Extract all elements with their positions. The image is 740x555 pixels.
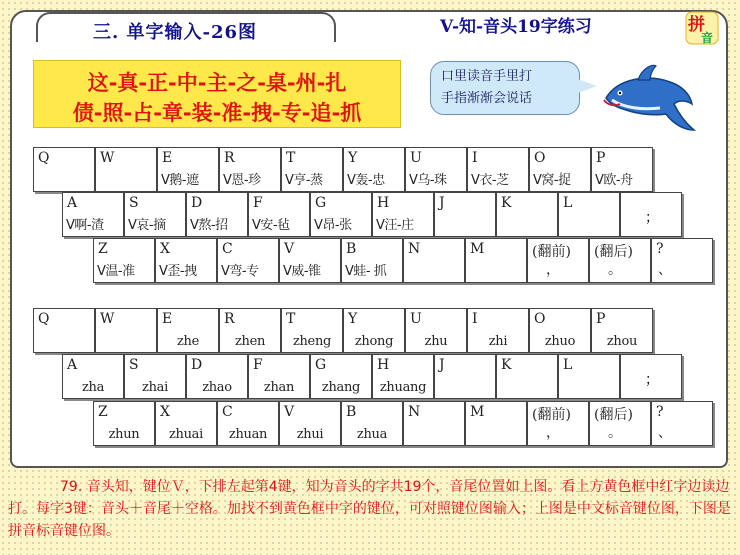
cn-key-y[interactable] [343, 147, 405, 192]
key-punctuation: 。 [608, 262, 622, 278]
svg-text:拼: 拼 [688, 15, 705, 35]
key-letter: G [315, 195, 327, 211]
key-letter: L [563, 357, 573, 373]
key-annotation: V窝-捉 [533, 173, 571, 188]
cn-key-k[interactable] [496, 192, 558, 237]
key-annotation: V威-锥 [283, 264, 321, 279]
py-key-page-prev[interactable] [527, 401, 589, 446]
key-annotation: V恩-珍 [223, 173, 261, 188]
key-letter: I [472, 311, 478, 327]
py-key-e[interactable] [157, 308, 219, 353]
page-subtitle: V-知-音头19字练习 [440, 17, 592, 37]
speech-bubble-tail [575, 78, 597, 94]
speech-bubble [430, 61, 580, 115]
key-letter: T [286, 150, 296, 166]
key-annotation: zhuan [228, 427, 268, 442]
key-annotation: zhai [142, 380, 168, 395]
key-punctuation: 。 [608, 425, 622, 441]
cn-key-u[interactable] [405, 147, 467, 192]
cn-key-page-next[interactable] [589, 238, 651, 283]
key-letter: Q [38, 311, 50, 327]
key-annotation: zhuai [168, 427, 203, 442]
py-key-n[interactable] [403, 401, 465, 446]
key-letter: U [410, 150, 422, 166]
svg-text:音: 音 [701, 31, 714, 45]
cn-key-n[interactable] [403, 238, 465, 283]
key-letter: (翻后) [594, 407, 633, 423]
cn-key-s[interactable] [124, 192, 186, 237]
key-letter: G [315, 357, 327, 373]
key-letter: Q [38, 150, 50, 166]
cn-key-z[interactable] [93, 238, 155, 283]
bubble-line-1: 口里读音手里打 [441, 69, 533, 84]
cn-key-e[interactable] [157, 147, 219, 192]
key-annotation: V安-毡 [252, 218, 290, 233]
key-letter: N [408, 404, 421, 420]
key-letter: Y [348, 311, 358, 327]
py-key-j[interactable] [434, 354, 496, 399]
key-letter: A [67, 357, 78, 373]
py-key-f[interactable] [248, 354, 310, 399]
key-letter: U [410, 311, 422, 327]
key-letter: C [222, 404, 233, 420]
key-annotation: zhui [296, 427, 324, 442]
key-annotation: zhe [176, 334, 199, 349]
key-annotation: V温-准 [97, 264, 135, 279]
key-punctuation: 、 [658, 425, 672, 441]
key-annotation: zha [81, 380, 105, 395]
cn-key-m[interactable] [465, 238, 527, 283]
key-annotation: zhu [424, 334, 448, 349]
key-annotation: V乌-珠 [409, 173, 447, 188]
cn-key-x[interactable] [155, 238, 217, 283]
cn-key-i[interactable] [467, 147, 529, 192]
key-letter: P [596, 150, 606, 166]
py-key-c[interactable] [217, 401, 279, 446]
py-key-r[interactable] [219, 308, 281, 353]
key-annotation: zhua [356, 427, 388, 442]
cn-key-p[interactable] [591, 147, 653, 192]
key-letter: L [563, 195, 573, 211]
key-annotation: V昂-张 [314, 218, 352, 233]
key-letter: O [534, 150, 546, 166]
pinyin-logo-icon[interactable] [684, 10, 720, 46]
key-annotation: V啊-渣 [66, 218, 104, 233]
key-letter: F [253, 357, 263, 373]
key-annotation: zhou [606, 334, 638, 349]
cn-key-r[interactable] [219, 147, 281, 192]
key-letter: Z [98, 241, 108, 257]
cn-key-c[interactable] [217, 238, 279, 283]
key-letter: S [129, 357, 139, 373]
cn-key-f[interactable] [248, 192, 310, 237]
key-letter: Y [348, 150, 358, 166]
instructions-text: 79. 音头知，键位Ｖ，下排左起第4键，知为音头的字共19个，音尾位置如上图。看上方黄色框中红字边读边打。每字3键：音头＋音尾＋空格。加找不到黄色框中字的键位，可对照键位图输入；上图是中文标音键位图，下图是拼音标音键位图。 [8, 479, 731, 539]
cn-key-v[interactable] [279, 238, 341, 283]
key-letter: B [346, 404, 357, 420]
py-key-o[interactable] [529, 308, 591, 353]
key-letter: X [160, 404, 170, 420]
py-key-semicolon[interactable] [620, 354, 682, 399]
key-annotation: V歪-拽 [159, 264, 197, 279]
py-key-y[interactable] [343, 308, 405, 353]
py-key-s[interactable] [124, 354, 186, 399]
py-key-q[interactable] [33, 308, 95, 353]
py-key-a[interactable] [62, 354, 124, 399]
key-letter: K [501, 195, 512, 211]
key-letter: W [100, 150, 115, 166]
key-letter: F [253, 195, 263, 211]
key-punctuation: ， [546, 425, 560, 441]
key-annotation: V鹅-遮 [161, 173, 199, 188]
key-annotation: V衣-芝 [471, 173, 509, 188]
py-key-d[interactable] [186, 354, 248, 399]
key-annotation: zhan [263, 380, 295, 395]
key-letter: ? [656, 404, 664, 420]
key-letter: H [377, 357, 390, 373]
py-key-w[interactable] [95, 308, 157, 353]
practice-line-1: 这-真-正-中-主-之-桌-州-扎 [87, 71, 347, 95]
key-annotation: zhong [354, 334, 394, 349]
key-letter: W [100, 311, 115, 327]
cn-key-o[interactable] [529, 147, 591, 192]
py-key-p[interactable] [591, 308, 653, 353]
py-keyboard-row-1 [33, 308, 653, 353]
key-letter: Z [98, 404, 108, 420]
key-annotation: zhuo [544, 334, 576, 349]
py-key-k[interactable] [496, 354, 558, 399]
key-letter: ； [645, 372, 659, 388]
key-letter: V [284, 241, 295, 257]
key-letter: T [286, 311, 296, 327]
cn-keyboard-row-2 [62, 192, 682, 237]
key-letter: N [408, 241, 421, 257]
key-letter: C [222, 241, 233, 257]
key-letter: (翻前) [532, 407, 571, 423]
py-keyboard-row-3 [93, 401, 713, 446]
key-letter: J [439, 195, 445, 211]
dolphin-icon [598, 60, 698, 140]
cn-key-d[interactable] [186, 192, 248, 237]
key-annotation: V蛙- 抓 [345, 264, 387, 279]
key-letter: R [224, 150, 235, 166]
key-letter: M [470, 404, 485, 420]
key-letter: ? [656, 241, 664, 257]
py-key-u[interactable] [405, 308, 467, 353]
practice-characters-box [33, 60, 401, 128]
key-letter: H [377, 195, 390, 211]
key-letter: M [470, 241, 485, 257]
cn-key-t[interactable] [281, 147, 343, 192]
py-key-i[interactable] [467, 308, 529, 353]
key-letter: O [534, 311, 546, 327]
key-letter: ； [645, 210, 659, 226]
practice-line-2: 债-照-占-章-装-准-拽-专-追-抓 [72, 101, 362, 125]
py-key-h[interactable] [372, 354, 434, 399]
key-letter: E [162, 150, 173, 166]
py-key-question[interactable] [651, 401, 713, 446]
cn-key-l[interactable] [558, 192, 620, 237]
key-annotation: zhang [321, 380, 361, 395]
key-letter: S [129, 195, 139, 211]
py-key-m[interactable] [465, 401, 527, 446]
py-key-page-next[interactable] [589, 401, 651, 446]
key-letter: (翻前) [532, 244, 571, 260]
key-annotation: zheng [292, 334, 332, 349]
key-annotation: zhao [202, 380, 232, 395]
key-letter: P [596, 311, 606, 327]
py-keyboard-row-2 [62, 354, 682, 399]
key-annotation: V亨-蒸 [285, 173, 323, 188]
cn-key-g[interactable] [310, 192, 372, 237]
py-key-t[interactable] [281, 308, 343, 353]
cn-key-b[interactable] [341, 238, 403, 283]
key-letter: K [501, 357, 512, 373]
cn-key-w[interactable] [95, 147, 157, 192]
page-title: 三. 单字输入-26图 [93, 22, 258, 43]
key-letter: D [191, 195, 203, 211]
py-key-z[interactable] [93, 401, 155, 446]
key-punctuation: 、 [658, 262, 672, 278]
cn-key-q[interactable] [33, 147, 95, 192]
key-letter: B [346, 241, 357, 257]
key-annotation: zhi [488, 334, 508, 349]
cn-key-page-prev[interactable] [527, 238, 589, 283]
key-annotation: zhuang [379, 380, 427, 395]
key-letter: I [472, 150, 478, 166]
cn-key-question[interactable] [651, 238, 713, 283]
key-annotation: zhun [108, 427, 140, 442]
cn-key-h[interactable] [372, 192, 434, 237]
key-annotation: V哀-摘 [128, 218, 166, 233]
py-key-l[interactable] [558, 354, 620, 399]
key-annotation: V欧-舟 [595, 173, 633, 188]
py-key-v[interactable] [279, 401, 341, 446]
py-key-x[interactable] [155, 401, 217, 446]
key-letter: D [191, 357, 203, 373]
py-key-b[interactable] [341, 401, 403, 446]
key-letter: (翻后) [594, 244, 633, 260]
cn-keyboard-row-3 [93, 238, 713, 283]
key-annotation: V汪-庄 [376, 218, 414, 233]
key-annotation: V熬-招 [190, 218, 228, 233]
key-letter: E [162, 311, 173, 327]
key-letter: R [224, 311, 235, 327]
key-letter: V [284, 404, 295, 420]
cn-key-semicolon[interactable] [620, 192, 682, 237]
key-annotation: V轰-忠 [347, 173, 385, 188]
key-letter: J [439, 357, 445, 373]
key-punctuation: ， [546, 262, 560, 278]
bubble-line-2: 手指渐渐会说话 [441, 91, 533, 106]
cn-key-a[interactable] [62, 192, 124, 237]
key-letter: A [67, 195, 78, 211]
key-annotation: zhen [234, 334, 266, 349]
key-letter: X [160, 241, 170, 257]
key-annotation: V弯-专 [221, 264, 259, 279]
cn-keyboard-row-1 [33, 147, 653, 192]
cn-key-j[interactable] [434, 192, 496, 237]
py-key-g[interactable] [310, 354, 372, 399]
